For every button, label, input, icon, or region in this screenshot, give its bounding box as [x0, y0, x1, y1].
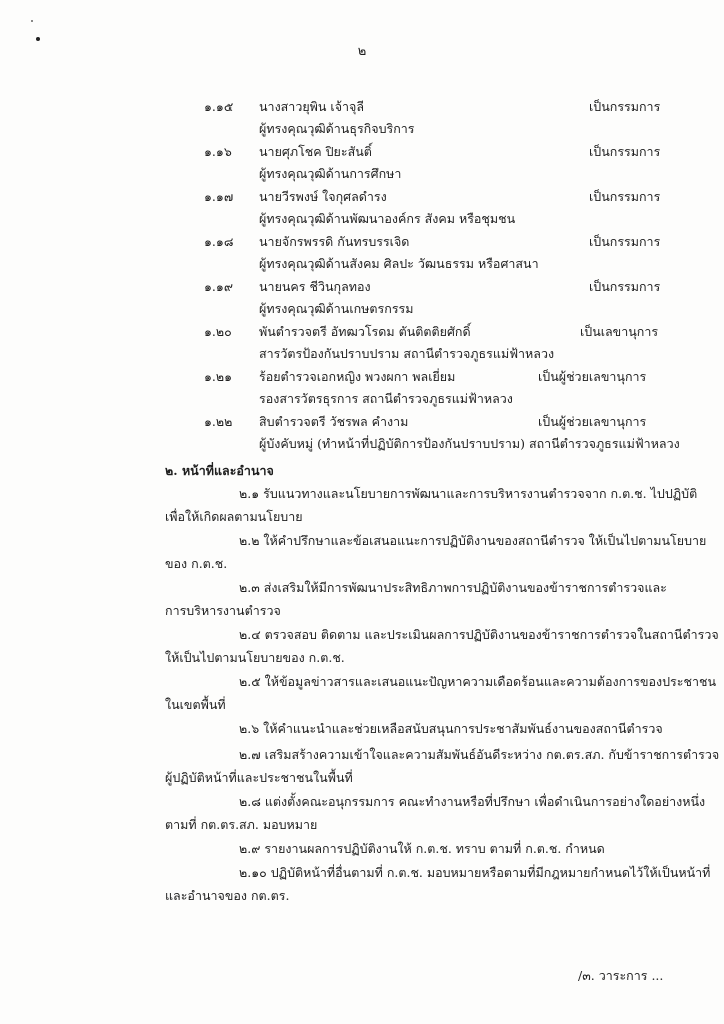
duty-line: ๒.๖ ให้คำแนะนำและช่วยเหลือสนับสนุนการประชาสัมพันธ์งานของสถานีตำรวจ — [239, 721, 663, 736]
duty-line: การบริหารงานตำรวจ — [165, 603, 281, 618]
duty-line: ๒.๑ รับแนวทางและนโยบายการพัฒนาและการบริหารงานตำรวจจาก ก.ต.ช. ไปปฏิบัติ — [239, 486, 698, 501]
duty-line: และอำนาจของ กต.ตร. — [165, 888, 290, 903]
member-number: ๑.๒๒ — [204, 414, 233, 429]
duty-line: ๒.๕ ให้ข้อมูลข่าวสารและเสนอแนะปัญหาความเดือดร้อนและความต้องการของประชาชน — [239, 674, 717, 689]
member-name: พันตำรวจตรี อัทฒวโรดม ตันติตติยศักดิ์ — [259, 324, 471, 339]
duty-line: ๒.๘ แต่งตั้งคณะอนุกรรมการ คณะทำงานหรือที่ปรึกษา เพื่อดำเนินการอย่างใดอย่างหนึ่ง — [239, 794, 706, 809]
duty-line: ๒.๗ เสริมสร้างความเข้าใจและความสัมพันธ์อันดีระหว่าง กต.ตร.สภ. กับข้าราชการตำรวจ — [239, 747, 720, 762]
member-role: เป็นเลขานุการ — [580, 324, 659, 339]
member-description: ผู้ทรงคุณวุฒิด้านพัฒนาองค์กร สังคม หรือชุมชน — [259, 211, 516, 226]
duty-line: ตามที่ กต.ตร.สภ. มอบหมาย — [165, 817, 318, 832]
member-role: เป็นกรรมการ — [589, 189, 661, 204]
member-name: ร้อยตำรวจเอกหญิง พวงผกา พลเยี่ยม — [259, 369, 456, 384]
member-role: เป็นผู้ช่วยเลขานุการ — [538, 414, 647, 429]
member-role: เป็นกรรมการ — [589, 144, 661, 159]
member-description: ผู้ทรงคุณวุฒิด้านสังคม ศิลปะ วัฒนธรรม หรือศาสนา — [259, 256, 539, 271]
member-name: นายนคร ชีวินกุลทอง — [259, 279, 371, 294]
continuation-marker: /๓. วาระการ ... — [578, 968, 664, 983]
member-role: เป็นกรรมการ — [589, 234, 661, 249]
member-role: เป็นกรรมการ — [589, 99, 661, 114]
duty-line: ๒.๓ ส่งเสริมให้มีการพัฒนาประสิทธิภาพการปฏิบัติงานของข้าราชการตำรวจและ — [239, 580, 667, 595]
duty-line: เพื่อให้เกิดผลตามนโยบาย — [165, 509, 303, 524]
duty-line: ให้เป็นไปตามนโยบายของ ก.ต.ช. — [165, 650, 345, 665]
duty-line: ๒.๑๐ ปฏิบัติหน้าที่อื่นตามที่ ก.ต.ช. มอบหมายหรือตามที่มีกฎหมายกำหนดไว้ให้เป็นหน้าที่ — [239, 865, 711, 880]
duty-line: ผู้ปฏิบัติหน้าที่และประชาชนในพื้นที่ — [165, 770, 353, 785]
member-role: เป็นกรรมการ — [589, 279, 661, 294]
member-role: เป็นผู้ช่วยเลขานุการ — [538, 369, 647, 384]
member-number: ๑.๑๘ — [204, 234, 234, 249]
member-number: ๑.๑๙ — [204, 279, 233, 294]
member-description: ผู้ทรงคุณวุฒิด้านเกษตรกรรม — [259, 301, 414, 316]
duty-line: ๒.๔ ตรวจสอบ ติดตาม และประเมินผลการปฏิบัติงานของข้าราชการตำรวจในสถานีตำรวจ — [239, 627, 719, 642]
member-description: รองสารวัตรธุรการ สถานีตำรวจภูธรแม่ฟ้าหลวง — [259, 391, 513, 406]
member-name: สิบตำรวจตรี วัชรพล คำงาม — [259, 414, 409, 429]
member-description: ผู้บังคับหมู่ (ทำหน้าที่ปฏิบัติการป้องกันปราบปราม) สถานีตำรวจภูธรแม่ฟ้าหลวง — [259, 436, 680, 451]
member-name: นายวีรพงษ์ ใจกุศลดำรง — [259, 189, 387, 204]
duty-line: ๒.๒ ให้คำปรึกษาและข้อเสนอแนะการปฏิบัติงานของสถานีตำรวจ ให้เป็นไปตามนโยบาย — [239, 533, 707, 548]
member-description: สารวัตรป้องกันปราบปราม สถานีตำรวจภูธรแม่ฟ้าหลวง — [259, 346, 555, 361]
duty-line: ในเขตพื้นที่ — [165, 697, 226, 712]
page-number: ๒ — [357, 44, 367, 59]
member-number: ๑.๑๕ — [204, 99, 234, 114]
member-description: ผู้ทรงคุณวุฒิด้านธุรกิจบริการ — [259, 121, 415, 136]
member-number: ๑.๒๑ — [204, 369, 233, 384]
member-number: ๑.๒๐ — [204, 324, 232, 339]
member-number: ๑.๑๖ — [204, 144, 232, 159]
member-number: ๑.๑๗ — [204, 189, 234, 204]
scan-speck — [31, 20, 33, 22]
member-description: ผู้ทรงคุณวุฒิด้านการศึกษา — [259, 166, 402, 181]
member-name: นายจักรพรรดิ กันทรบรรเจิด — [259, 234, 410, 249]
duty-line: ๒.๙ รายงานผลการปฏิบัติงานให้ ก.ต.ช. ทราบ ตามที่ ก.ต.ช. กำหนด — [239, 841, 605, 856]
member-name: นายศุภโชค ปิยะสันติ์ — [259, 144, 372, 159]
section-heading: ๒. หน้าที่และอำนาจ — [165, 463, 274, 478]
duty-line: ของ ก.ต.ช. — [165, 556, 228, 571]
member-name: นางสาวยุพิน เจ้าจุลี — [259, 99, 365, 114]
